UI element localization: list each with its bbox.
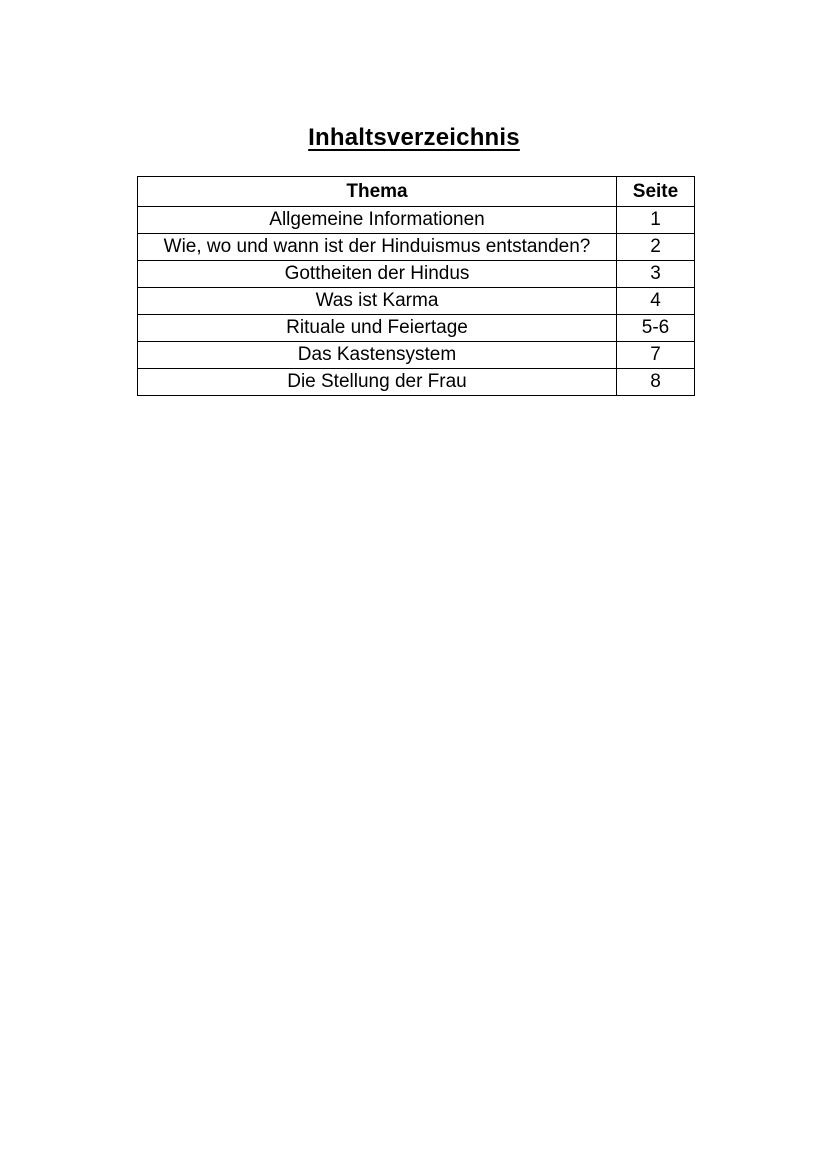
column-header-topic: Thema (138, 177, 617, 207)
table-row (138, 261, 695, 288)
topic-cell: Was ist Karma (138, 288, 617, 315)
topic-cell: Allgemeine Informationen (138, 207, 617, 234)
table-row (138, 369, 695, 396)
page-cell: 3 (617, 261, 695, 288)
column-header-page: Seite (617, 177, 695, 207)
page-cell: 7 (617, 342, 695, 369)
page-cell: 5-6 (617, 315, 695, 342)
topic-cell: Rituale und Feiertage (138, 315, 617, 342)
topic-cell: Das Kastensystem (138, 342, 617, 369)
topic-cell: Gottheiten der Hindus (138, 261, 617, 288)
table-row (138, 342, 695, 369)
table-row (138, 288, 695, 315)
page-cell: 1 (617, 207, 695, 234)
page-cell: 2 (617, 234, 695, 261)
table-header-row (138, 177, 695, 207)
table-of-contents (137, 176, 695, 396)
topic-cell: Wie, wo und wann ist der Hinduismus entstanden? (138, 234, 617, 261)
topic-cell: Die Stellung der Frau (138, 369, 617, 396)
table-row (138, 207, 695, 234)
table-row (138, 315, 695, 342)
page-cell: 4 (617, 288, 695, 315)
table-row (138, 234, 695, 261)
page-title (0, 124, 828, 152)
page-cell: 8 (617, 369, 695, 396)
page-title-text: Inhaltsverzeichnis (308, 124, 520, 151)
